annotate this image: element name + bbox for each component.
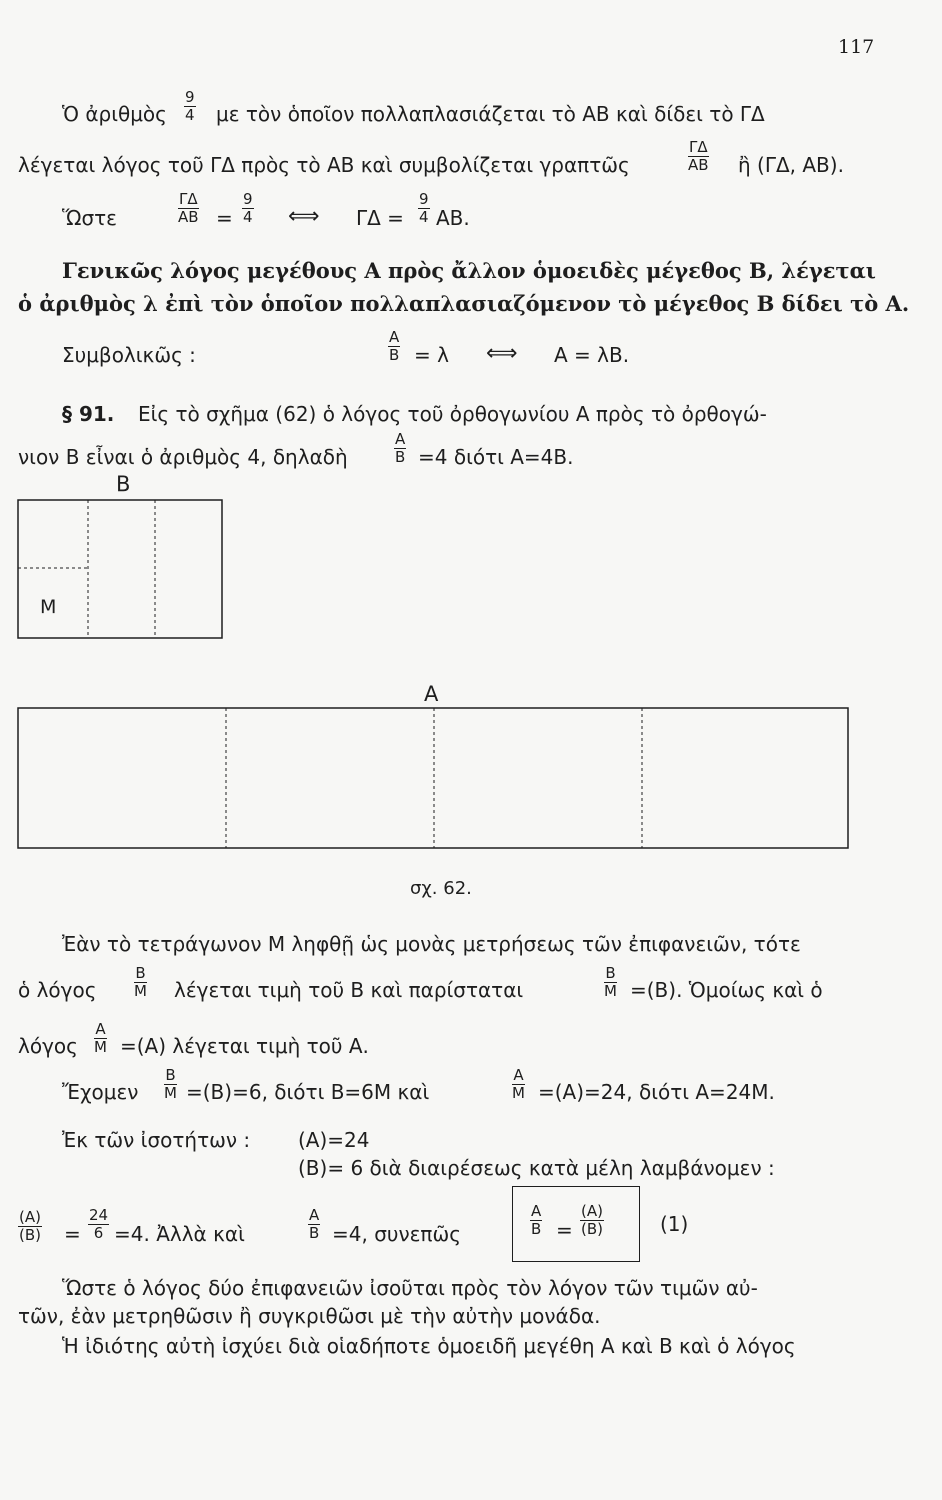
echomen-fraction-b-m: $\frac{B}{M}$: [164, 1066, 177, 1102]
figure-label-B: Β: [116, 472, 131, 496]
echomen-end: =(Α)=24, διότι Α=24Μ.: [538, 1080, 775, 1104]
echomen-fraction-a-m: $\frac{A}{M}$: [512, 1066, 525, 1102]
result-text-end: =4, συνεπῶς: [332, 1222, 461, 1246]
para3-line1: Ὥστε ὁ λόγος δύο ἐπιφανειῶν ἰσοῦται πρὸς τὸν λόγον τῶν τιμῶν αὐ-: [62, 1276, 758, 1300]
symbolic-equals-lambda: = λ: [414, 343, 449, 367]
rectangle-A: [18, 708, 848, 848]
section91-line2-end: =4 διότι Α=4Β.: [418, 445, 574, 469]
para2-line1: Ἐὰν τὸ τετράγωνον Μ ληφθῇ ὡς μονὰς μετρήσεως τῶν ἐπιφανειῶν, τότε: [62, 932, 801, 956]
para2-line2-mid: λέγεται τιμὴ τοῦ Β καὶ παρίσταται: [174, 978, 524, 1002]
para2-line3-end: =(Α) λέγεται τιμὴ τοῦ Α.: [120, 1034, 369, 1058]
fraction-b-over-m-2: $\frac{B}{M}$: [604, 964, 617, 1000]
equality-A-24: (Α)=24: [298, 1128, 370, 1152]
fraction-9-over-4: $\frac{9}{4}$: [185, 88, 195, 124]
hoste-eq2-lhs: ΓΔ =: [356, 206, 404, 230]
hoste-fraction-9-4: $\frac{9}{4}$: [243, 190, 253, 226]
section-number: § 91.: [62, 402, 115, 426]
echomen-mid: =(Β)=6, διότι Β=6Μ καὶ: [186, 1080, 430, 1104]
result-fraction-a-b: $\frac{A}{B}$: [308, 1206, 320, 1242]
figure-label-A: Α: [424, 682, 439, 706]
result-fraction-24-6: $\frac{24}{6}$: [89, 1206, 109, 1242]
fraction-gd-over-ab: $\frac{\Gamma\Delta}{AB}$: [688, 138, 709, 174]
result-fraction-A-B: $\frac{(A)}{(B)}$: [18, 1208, 41, 1244]
equalities-label: Ἐκ τῶν ἰσοτήτων :: [62, 1128, 251, 1152]
boxed-equals: =: [556, 1218, 573, 1242]
echomen-start: Ἔχομεν: [62, 1080, 139, 1104]
symbolic-arrow: ⟺: [486, 341, 518, 366]
symbolic-rhs: Α = λΒ.: [554, 343, 630, 367]
para2-line3-start: λόγος: [18, 1034, 78, 1058]
hoste-label: Ὥστε: [62, 206, 117, 230]
grid-lines: [18, 500, 642, 848]
symbolic-fraction-a-b: $\frac{A}{B}$: [388, 328, 400, 364]
hoste-equals: =: [216, 206, 233, 230]
hoste-fraction-gd-ab: $\frac{\Gamma\Delta}{AB}$: [178, 190, 199, 226]
definition-line1: Γενικῶς λόγος μεγέθους Α πρὸς ἄλλον ὁμοειδὲς μέγεθος Β, λέγεται: [62, 258, 876, 283]
result-text-start: =4. Ἀλλὰ καὶ: [114, 1222, 245, 1246]
para3-line2: τῶν, ἐὰν μετρηθῶσιν ἢ συγκριθῶσι μὲ τὴν αὐτὴν μονάδα.: [18, 1304, 601, 1328]
fraction-a-over-m: $\frac{A}{M}$: [94, 1020, 107, 1056]
para1-line1-end: με τὸν ὁποῖον πολλαπλασιάζεται τὸ ΑΒ καὶ δίδει τὸ ΓΔ: [216, 102, 765, 126]
equivalence-arrow: ⟺: [288, 204, 320, 229]
boxed-fraction-a-b: $\frac{A}{B}$: [530, 1202, 542, 1238]
equality-B-6-line: (Β)= 6 διὰ διαιρέσεως κατὰ μέλη λαμβάνομεν :: [298, 1156, 775, 1180]
figure-caption: σχ. 62.: [410, 878, 472, 899]
equation-tag: (1): [660, 1212, 689, 1236]
para2-line2-end: =(Β). Ὁμοίως καὶ ὁ: [630, 978, 823, 1002]
hoste-eq2-fraction: $\frac{9}{4}$: [419, 190, 429, 226]
para3-line3: Ἡ ἰδιότης αὐτὴ ἰσχύει διὰ οἱαδήποτε ὁμοειδῆ μεγέθη Α καὶ Β καὶ ὁ λόγος: [62, 1334, 796, 1358]
para1-line1-start: Ὁ ἀριθμὸς: [62, 102, 167, 126]
para1-line2-end: ἢ (ΓΔ, ΑΒ).: [738, 153, 844, 177]
page-number: 117: [838, 36, 875, 58]
section91-line2-start: νιον Β εἶναι ὁ ἀριθμὸς 4, δηλαδὴ: [18, 445, 348, 469]
definition-line2: ὁ ἀριθμὸς λ ἐπὶ τὸν ὁποῖον πολλαπλασιαζόμενον τὸ μέγεθος Β δίδει τὸ Α.: [18, 291, 910, 316]
section91-fraction-a-b: $\frac{A}{B}$: [394, 430, 406, 466]
section91-line1: Εἰς τὸ σχῆμα (62) ὁ λόγος τοῦ ὀρθογωνίου Α πρὸς τὸ ὀρθογώ-: [138, 402, 767, 426]
result-equals: =: [64, 1222, 81, 1246]
para1-line2-start: λέγεται λόγος τοῦ ΓΔ πρὸς τὸ ΑΒ καὶ συμβολίζεται γραπτῶς: [18, 153, 630, 177]
figure-label-M: Μ: [40, 596, 57, 618]
symbolic-label: Συμβολικῶς :: [62, 343, 196, 367]
para2-line2-start: ὁ λόγος: [18, 978, 97, 1002]
boxed-fraction-values: $\frac{(A)}{(B)}$: [580, 1202, 603, 1238]
fraction-b-over-m: $\frac{B}{M}$: [134, 964, 147, 1000]
hoste-eq2-rhs: ΑΒ.: [436, 206, 470, 230]
